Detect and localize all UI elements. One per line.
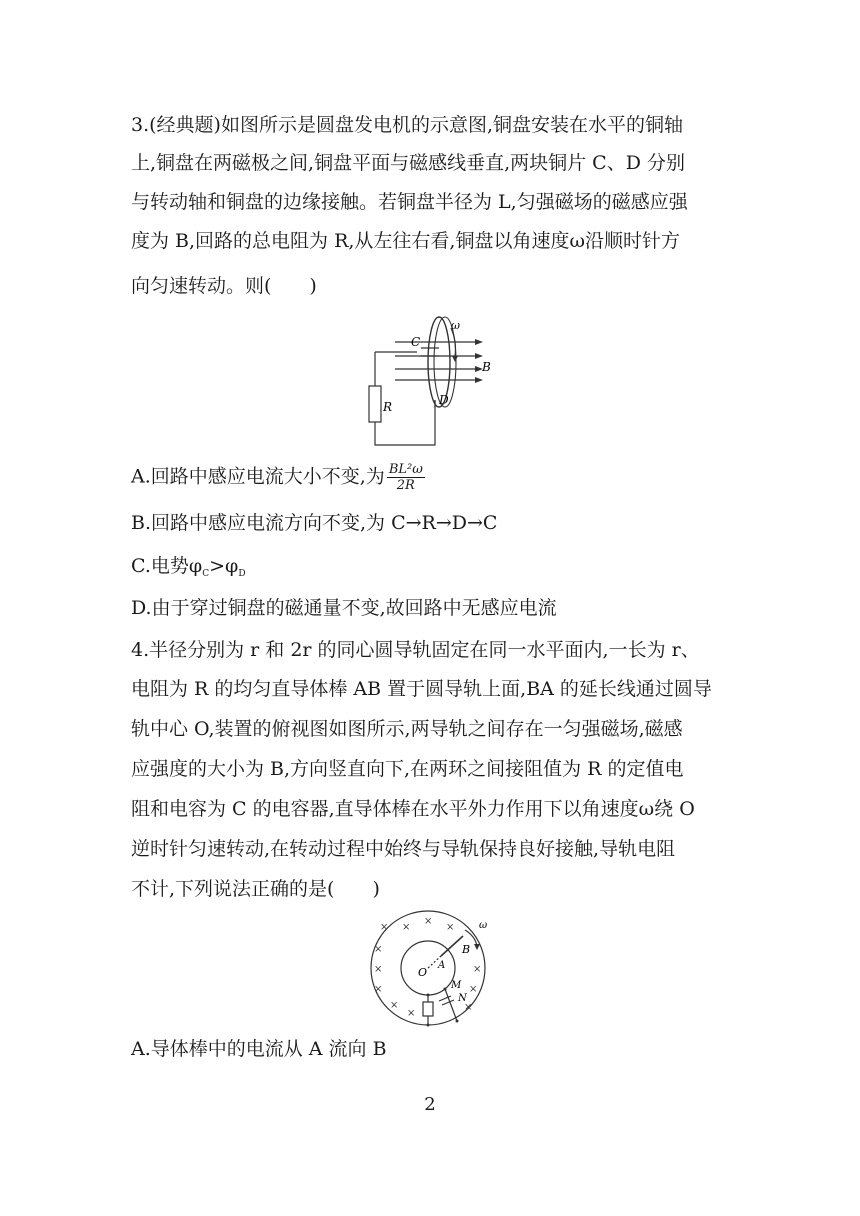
concentric-rings-figure: [365, 908, 495, 1028]
q4-line-5: 阻和电容为 C 的电容器,直导体棒在水平外力作用下以角速度ω绕 O: [131, 798, 695, 820]
q3-option-a: [131, 462, 425, 493]
q4-line-3: 轨中心 O,装置的俯视图如图所示,两导轨之间存在一匀强磁场,磁感: [131, 718, 683, 740]
cross-mark: ×: [473, 964, 482, 975]
q4-line-1: 4.半径分别为 r 和 2r 的同心圆导轨固定在同一水平面内,一长为 r、: [131, 639, 700, 661]
o-label: O: [418, 966, 428, 979]
fraction-denominator: 2R: [396, 478, 415, 493]
r-label: R: [383, 400, 393, 414]
cross-mark: ×: [380, 922, 389, 933]
cross-mark: ×: [469, 984, 478, 995]
cross-mark: ×: [390, 1000, 399, 1011]
b-label: B: [462, 943, 471, 956]
q4-line-7: 不计,下列说法正确的是( ): [131, 878, 380, 900]
q3-option-c-mid: >φ: [209, 555, 239, 577]
a-label: A: [438, 960, 446, 971]
cross-mark: ×: [407, 1008, 416, 1019]
cross-mark: ×: [424, 916, 433, 927]
q4-option-a: A.导体棒中的电流从 A 流向 B: [131, 1038, 387, 1060]
q4-line-4: 应强度的大小为 B,方向竖直向下,在两环之间接阻值为 R 的定值电: [131, 758, 684, 780]
subscript-c: C: [202, 569, 210, 579]
omega-label: ω: [479, 920, 488, 931]
q3-line-2: 上,铜盘在两磁极之间,铜盘平面与磁感线垂直,两块铜片 C、D 分别: [131, 152, 685, 174]
n-label: N: [458, 993, 467, 1004]
cross-mark: ×: [374, 984, 383, 995]
q3-option-d: D.由于穿过铜盘的磁通量不变,故回路中无感应电流: [131, 597, 557, 619]
subscript-d: D: [238, 569, 246, 579]
q3-line-3: 与转动轴和铜盘的边缘接触。若铜盘半径为 L,匀强磁场的磁感应强: [131, 191, 688, 213]
b-label: B: [482, 360, 491, 374]
fraction: [387, 462, 425, 493]
d-label: D: [439, 393, 449, 407]
q3-line-5: 向匀速转动。则( ): [131, 275, 317, 297]
cross-mark: ×: [446, 922, 455, 933]
q3-option-a-text: A.回路中感应电流大小不变,为: [131, 465, 385, 488]
omega-label: ω: [451, 319, 460, 332]
q3-option-b: B.回路中感应电流方向不变,为 C→R→D→C: [131, 512, 498, 534]
cross-mark: ×: [402, 922, 411, 933]
q3-option-c: [131, 553, 246, 587]
q3-line-4: 度为 B,回路的总电阻为 R,从左往右看,铜盘以角速度ω沿顺时针方: [131, 230, 680, 252]
q3-line-1: 3.(经典题)如图所示是圆盘发电机的示意图,铜盘安装在水平的铜轴: [131, 114, 683, 136]
fraction-numerator: BL²ω: [388, 462, 423, 477]
q3-option-c-prefix: C.电势φ: [131, 555, 203, 577]
cross-mark: ×: [464, 1002, 473, 1013]
cross-mark: ×: [374, 944, 383, 955]
c-label: C: [411, 335, 421, 349]
disc-generator-figure: [365, 312, 505, 452]
q4-line-6: 逆时针匀速转动,在转动过程中始终与导轨保持良好接触,导轨电阻: [131, 838, 676, 860]
m-label: M: [451, 980, 462, 991]
page-number: 2: [424, 1094, 436, 1115]
cross-mark: ×: [374, 964, 383, 975]
q4-line-2: 电阻为 R 的均匀直导体棒 AB 置于圆导轨上面,BA 的延长线通过圆导: [131, 678, 712, 700]
